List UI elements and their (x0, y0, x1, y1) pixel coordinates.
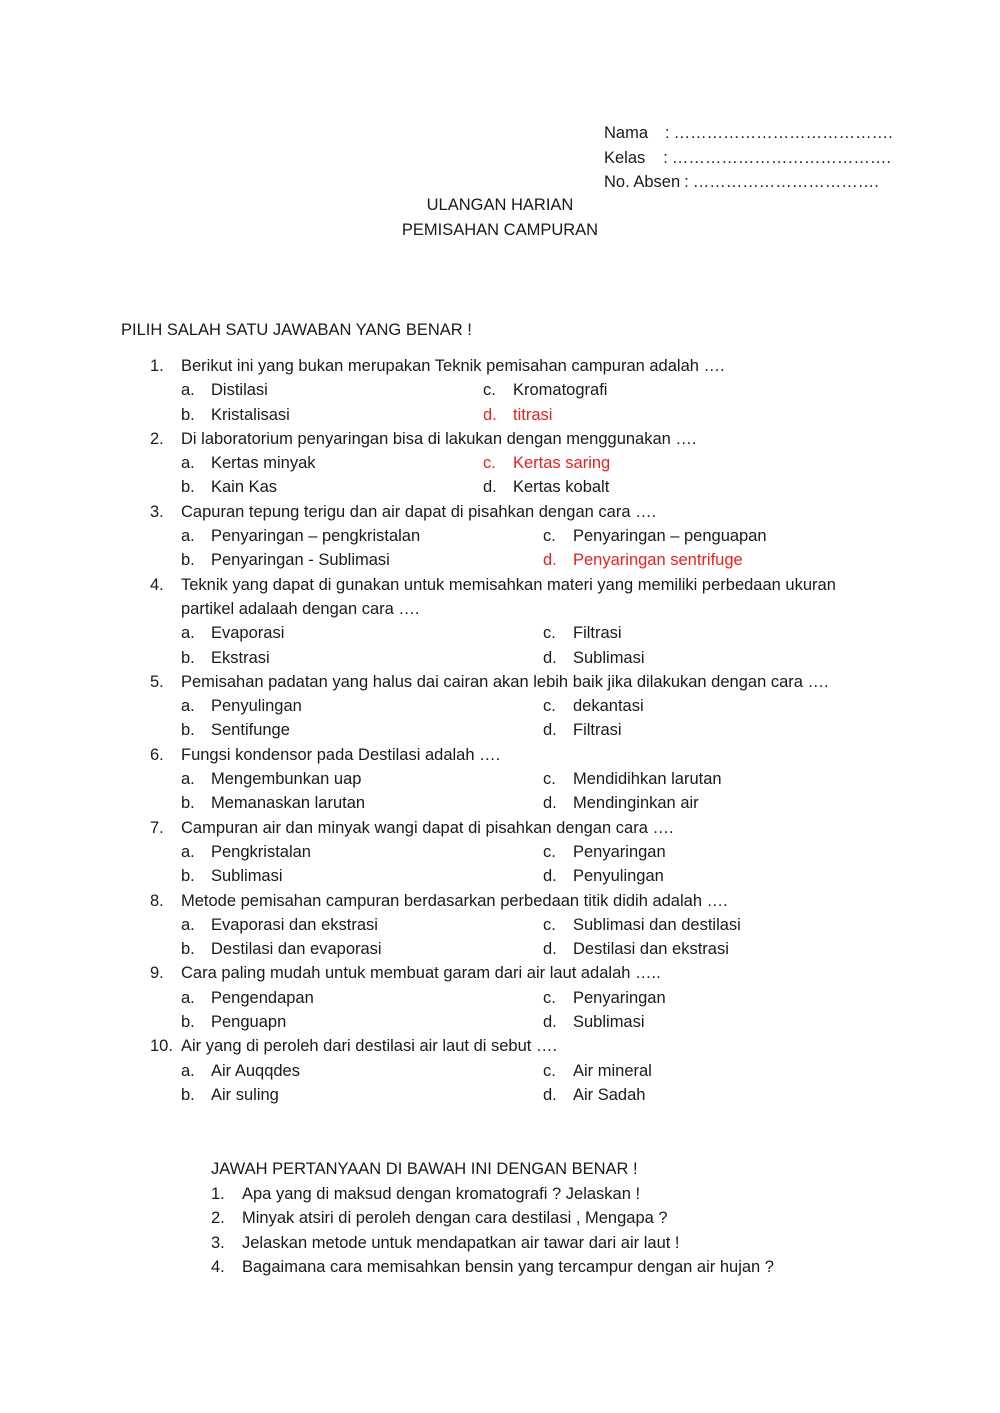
option-text: Destilasi dan ekstrasi (573, 940, 729, 959)
option-letter: a. (181, 527, 195, 546)
question-10 (150, 1034, 870, 1058)
option-letter: c. (483, 381, 496, 400)
identity-label: No. Absen (604, 173, 681, 191)
option-letter: d. (543, 867, 557, 886)
question-number: 2. (150, 429, 164, 448)
answer-option[interactable] (543, 791, 699, 815)
option-letter: a. (181, 770, 195, 789)
option-text: Penguapn (211, 1013, 287, 1032)
option-row (150, 378, 870, 402)
option-letter: d. (543, 721, 557, 740)
option-letter: b. (181, 794, 195, 813)
answer-option[interactable] (181, 1010, 286, 1034)
identity-separator: : (663, 148, 668, 167)
option-row (150, 524, 870, 548)
option-row (150, 621, 870, 645)
essay-question-4 (211, 1255, 774, 1280)
option-row (150, 767, 870, 791)
question-1 (150, 354, 870, 378)
identity-separator: : (665, 124, 670, 142)
question-number: 5. (150, 672, 164, 691)
option-text: Sentifunge (211, 721, 290, 740)
answer-option[interactable] (181, 986, 314, 1010)
option-text: Memanaskan larutan (211, 794, 366, 813)
question-text: Cara paling mudah untuk membuat garam dari air laut adalah ….. (181, 964, 661, 983)
option-text: Sublimasi (211, 867, 283, 886)
option-letter: c. (543, 697, 556, 716)
multiple-choice-instruction: PILIH SALAH SATU JAWABAN YANG BENAR ! (121, 321, 472, 339)
question-number: 10. (150, 1037, 173, 1056)
option-row (150, 718, 870, 742)
answer-option[interactable] (181, 548, 390, 572)
answer-option[interactable] (543, 1010, 645, 1034)
option-letter: a. (181, 988, 195, 1007)
answer-option[interactable] (543, 986, 666, 1010)
option-letter: d. (543, 551, 557, 570)
answer-option[interactable] (543, 694, 644, 718)
option-row (150, 840, 870, 864)
option-letter: c. (543, 1061, 556, 1080)
answer-option[interactable] (543, 621, 622, 645)
option-letter: b. (181, 1013, 195, 1032)
option-text: Air mineral (573, 1061, 652, 1080)
option-text: Kertas saring (513, 454, 611, 473)
page-title: ULANGAN HARIAN (426, 196, 574, 214)
question-text: Berikut ini yang bukan merupakan Teknik pemisahan campuran adalah …. (181, 357, 725, 375)
option-row (150, 451, 870, 475)
option-text: Kertas minyak (211, 454, 316, 473)
option-text: Sublimasi (573, 1013, 645, 1032)
option-text: Air suling (211, 1085, 279, 1104)
question-text: Fungsi kondensor pada Destilasi adalah …. (181, 745, 501, 764)
option-letter: b. (181, 405, 195, 424)
option-text: Mendinginkan air (573, 794, 699, 813)
page-subtitle: PEMISAHAN CAMPURAN (401, 221, 599, 239)
essay-number: 4. (211, 1258, 225, 1277)
option-text: Pengendapan (211, 988, 314, 1007)
answer-option[interactable] (181, 937, 382, 961)
answer-option[interactable] (543, 524, 767, 548)
option-letter: d. (483, 405, 497, 424)
student-identity-block (604, 121, 893, 195)
option-text: Penyaringan sentrifuge (573, 551, 743, 570)
question-number: 8. (150, 891, 164, 910)
answer-option[interactable] (181, 1059, 300, 1083)
answer-option[interactable] (181, 378, 268, 402)
answer-option[interactable] (483, 475, 609, 499)
answer-option[interactable] (543, 864, 664, 888)
option-row (150, 1010, 870, 1034)
question-8 (150, 889, 870, 913)
option-text: Sublimasi (573, 648, 645, 667)
option-letter: b. (181, 721, 195, 740)
option-text: Kertas kobalt (513, 478, 610, 497)
essay-question-2 (211, 1206, 774, 1231)
essay-number: 3. (211, 1233, 225, 1252)
question-text: Campuran air dan minyak wangi dapat di pisahkan dengan cara …. (181, 818, 674, 837)
option-text: Evaporasi (211, 624, 285, 643)
answer-option[interactable] (181, 451, 316, 475)
option-text: Penyaringan – pengkristalan (211, 527, 421, 546)
option-letter: b. (181, 940, 195, 959)
question-number: 6. (150, 745, 164, 764)
option-text: Sublimasi dan destilasi (573, 915, 741, 934)
essay-text: Minyak atsiri di peroleh dengan cara destilasi , Mengapa ? (242, 1209, 668, 1228)
option-letter: a. (181, 842, 195, 861)
option-letter: b. (181, 551, 195, 570)
question-3 (150, 500, 870, 524)
option-text: Penyaringan (573, 842, 666, 861)
option-row (150, 913, 870, 937)
option-letter: d. (543, 794, 557, 813)
answer-option[interactable] (181, 403, 290, 427)
option-letter: a. (181, 915, 195, 934)
question-7 (150, 816, 870, 840)
answer-option[interactable] (181, 646, 270, 670)
option-letter: d. (543, 1013, 557, 1032)
option-row (150, 937, 870, 961)
identity-row-number (604, 170, 893, 195)
option-letter: a. (181, 1061, 195, 1080)
question-number: 9. (150, 964, 164, 983)
option-text: Penyaringan (573, 988, 666, 1007)
question-number: 7. (150, 818, 164, 837)
answer-option[interactable] (543, 913, 741, 937)
question-number: 3. (150, 502, 164, 521)
answer-option[interactable] (181, 475, 277, 499)
question-9 (150, 961, 870, 985)
answer-option[interactable] (181, 840, 311, 864)
option-text: Pengkristalan (211, 842, 311, 861)
option-letter: c. (543, 988, 556, 1007)
question-4 (150, 573, 870, 622)
multiple-choice-section (150, 354, 870, 1107)
option-row (150, 864, 870, 888)
option-row (150, 791, 870, 815)
answer-option[interactable] (543, 548, 743, 572)
answer-option[interactable] (543, 937, 729, 961)
question-text: Teknik yang dapat di gunakan untuk memisahkan materi yang memiliki perbedaan ukuran partikel adalaah dengan cara …. (181, 575, 836, 618)
option-letter: a. (181, 454, 195, 473)
answer-option[interactable] (543, 840, 666, 864)
option-text: Air Auqqdes (211, 1061, 300, 1080)
option-text: Penyaringan – penguapan (573, 527, 767, 546)
option-row (150, 475, 870, 499)
answer-option[interactable] (543, 646, 645, 670)
question-text: Di laboratorium penyaringan bisa di lakukan dengan menggunakan …. (181, 429, 697, 448)
option-text: Penyaringan - Sublimasi (211, 551, 390, 570)
answer-option[interactable] (483, 403, 552, 427)
option-letter: b. (181, 1085, 195, 1104)
question-text: Pemisahan padatan yang halus dai cairan akan lebih baik jika dilakukan dengan cara …. (181, 672, 829, 691)
answer-option[interactable] (181, 864, 283, 888)
answer-option[interactable] (181, 694, 302, 718)
essay-section (211, 1157, 774, 1280)
option-row (150, 1083, 870, 1107)
answer-option[interactable] (483, 378, 607, 402)
essay-instruction: JAWAH PERTANYAAN DI BAWAH INI DENGAN BENAR ! (211, 1160, 638, 1178)
question-number: 4. (150, 575, 164, 594)
essay-number: 2. (211, 1209, 225, 1228)
answer-option[interactable] (543, 767, 722, 791)
option-letter: b. (181, 648, 195, 667)
option-letter: d. (483, 478, 497, 497)
option-row (150, 694, 870, 718)
answer-option[interactable] (543, 1083, 645, 1107)
essay-text: Jelaskan metode untuk mendapatkan air tawar dari air laut ! (242, 1233, 680, 1252)
option-text: dekantasi (573, 697, 644, 716)
option-row (150, 1059, 870, 1083)
option-letter: c. (483, 454, 496, 473)
essay-number: 1. (211, 1184, 225, 1203)
option-row (150, 548, 870, 572)
option-text: titrasi (513, 405, 553, 424)
option-text: Filtrasi (573, 624, 622, 643)
option-text: Mengembunkan uap (211, 770, 362, 789)
option-letter: a. (181, 624, 195, 643)
option-text: Penyulingan (211, 697, 302, 716)
option-text: Mendidihkan larutan (573, 770, 722, 789)
question-6 (150, 743, 870, 767)
answer-option[interactable] (181, 1083, 279, 1107)
option-text: Penyulingan (573, 867, 664, 886)
question-number: 1. (150, 357, 164, 375)
identity-row-class (604, 146, 893, 171)
essay-question-3 (211, 1231, 774, 1256)
option-row (150, 646, 870, 670)
option-row (150, 403, 870, 427)
answer-option[interactable] (181, 913, 378, 937)
option-text: Ekstrasi (211, 648, 270, 667)
option-letter: a. (181, 697, 195, 716)
identity-blank: …………………………………. (673, 124, 893, 142)
identity-blank: …………………………………. (671, 148, 891, 167)
identity-separator: : (684, 173, 689, 191)
option-letter: c. (543, 842, 556, 861)
option-text: Kromatografi (513, 381, 608, 400)
option-text: Distilasi (211, 381, 268, 400)
question-text: Air yang di peroleh dari destilasi air laut di sebut …. (181, 1037, 558, 1056)
option-letter: d. (543, 940, 557, 959)
answer-option[interactable] (181, 621, 284, 645)
option-text: Kain Kas (211, 478, 278, 497)
essay-question-1 (211, 1182, 774, 1207)
option-letter: c. (543, 915, 556, 934)
option-text: Evaporasi dan ekstrasi (211, 915, 378, 934)
option-text: Destilasi dan evaporasi (211, 940, 382, 959)
option-letter: d. (543, 648, 557, 667)
option-row (150, 986, 870, 1010)
essay-text: Apa yang di maksud dengan kromatografi ? Jelaskan ! (242, 1184, 641, 1203)
question-text: Metode pemisahan campuran berdasarkan perbedaan titik didih adalah …. (181, 891, 728, 910)
option-text: Filtrasi (573, 721, 622, 740)
answer-option[interactable] (181, 524, 420, 548)
identity-row-name (604, 121, 893, 146)
question-5 (150, 670, 870, 694)
option-letter: a. (181, 381, 195, 400)
identity-label: Nama (604, 124, 649, 142)
answer-option[interactable] (181, 767, 361, 791)
option-text: Air Sadah (573, 1085, 646, 1104)
option-letter: b. (181, 867, 195, 886)
identity-label: Kelas (604, 148, 646, 167)
answer-option[interactable] (543, 718, 622, 742)
option-letter: c. (543, 770, 556, 789)
question-2 (150, 427, 870, 451)
identity-blank: ……………………………. (692, 173, 879, 191)
option-letter: c. (543, 624, 556, 643)
essay-text: Bagaimana cara memisahkan bensin yang tercampur dengan air hujan ? (242, 1258, 774, 1277)
answer-option[interactable] (181, 718, 290, 742)
question-text: Capuran tepung terigu dan air dapat di pisahkan dengan cara …. (181, 502, 657, 521)
answer-option[interactable] (483, 451, 610, 475)
option-letter: c. (543, 527, 556, 546)
option-letter: b. (181, 478, 195, 497)
essay-question-list (211, 1182, 774, 1280)
option-letter: d. (543, 1085, 557, 1104)
answer-option[interactable] (181, 791, 365, 815)
option-text: Kristalisasi (211, 405, 290, 424)
answer-option[interactable] (543, 1059, 652, 1083)
